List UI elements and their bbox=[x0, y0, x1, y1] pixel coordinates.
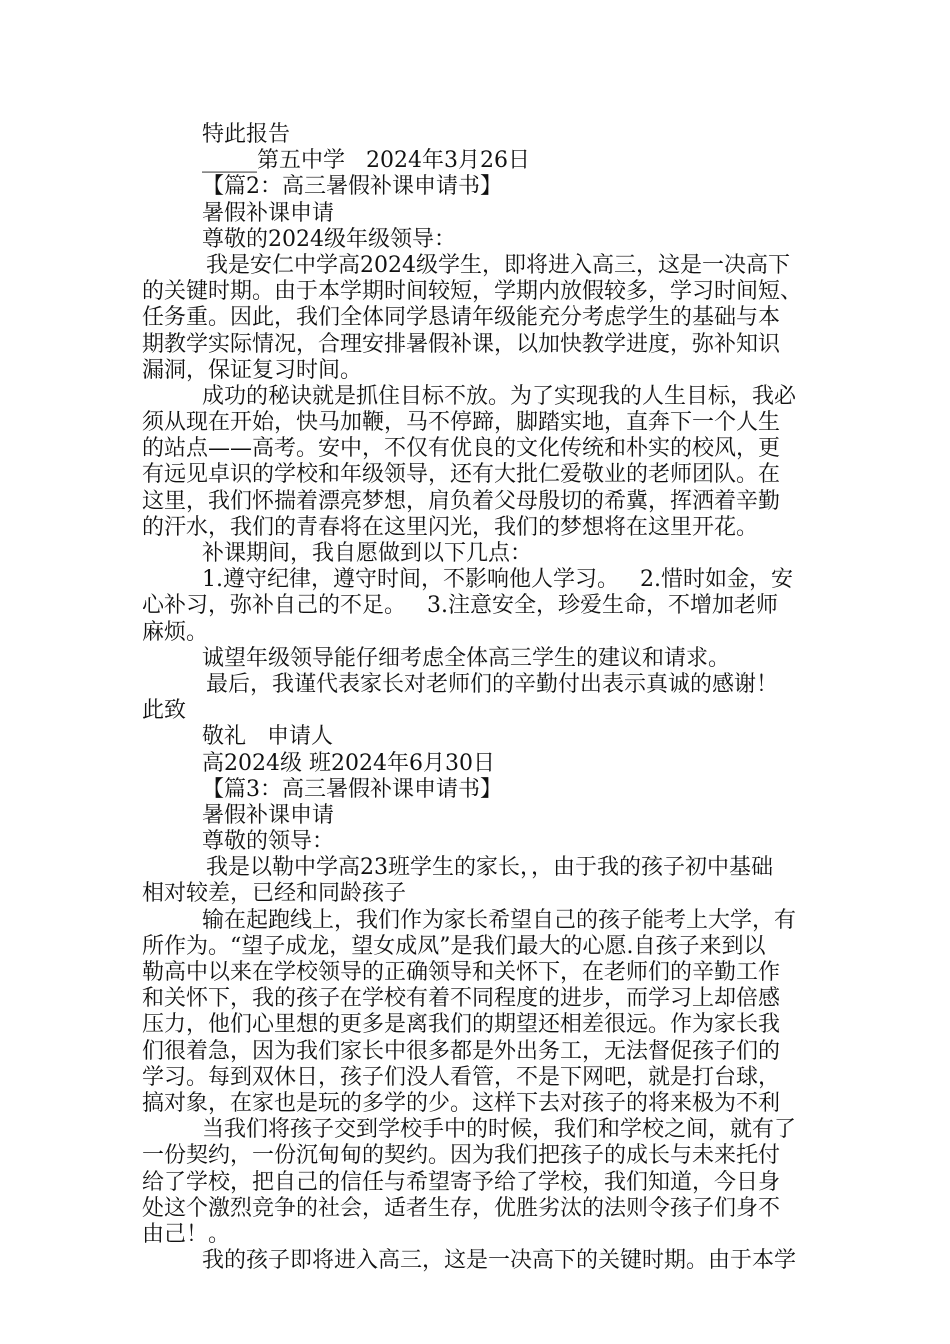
signature-line: 敬礼 申请人 bbox=[202, 724, 333, 750]
paragraph-line: 输在起跑线上，我们作为家长希望自己的孩子能考上大学，有 bbox=[202, 907, 797, 933]
paragraph-line: 所作为。“望子成龙，望女成凤”是我们最大的心愿.自孩子来到以 bbox=[142, 933, 766, 959]
paragraph-line: 这里，我们怀揣着漂亮梦想，肩负着父母殷切的希冀，挥洒着辛勤 bbox=[142, 488, 781, 514]
paragraph-line: 我是以勒中学高23班学生的家长，，由于我的孩子初中基础 bbox=[206, 855, 773, 881]
paragraph-line: 我是安仁中学高2024级学生，即将进入高三，这是一决高下 bbox=[206, 252, 790, 278]
closing-line: 此致 bbox=[142, 698, 187, 724]
paragraph-line: 当我们将孩子交到学校手中的时候，我们和学校之间，就有了 bbox=[202, 1117, 797, 1143]
paragraph-line: 1.遵守纪律，遵守时间，不影响他人学习。 2.惜时如金，安 bbox=[202, 567, 793, 593]
paragraph-line: 的关键时期。由于本学期时间较短，学期内放假较多，学习时间短、 bbox=[142, 279, 803, 305]
section-heading: 【篇3：高三暑假补课申请书】 bbox=[202, 776, 502, 802]
paragraph-line: 处这个激烈竞争的社会，适者生存，优胜劣汰的法则令孩子们身不 bbox=[142, 1195, 781, 1221]
paragraph-line: 最后，我谨代表家长对老师们的辛勤付出表示真诚的感谢！ bbox=[206, 671, 779, 697]
paragraph-line: 由己！。 bbox=[142, 1221, 231, 1247]
paragraph-line: 漏洞，保证复习时间。 bbox=[142, 357, 363, 383]
paragraph-line: 期教学实际情况，合理安排暑假补课，以加快教学进度，弥补知识 bbox=[142, 331, 781, 357]
paragraph-line: 压力，他们心里想的更多是离我们的期望还相差很远。作为家长我 bbox=[142, 1012, 781, 1038]
letter-title: 暑假补课申请 bbox=[202, 802, 335, 828]
paragraph-line: 和关怀下，我的孩子在学校有着不同程度的进步，而学习上却倍感 bbox=[142, 986, 781, 1012]
paragraph-line: 勒高中以来在学校领导的正确领导和关怀下，在老师们的辛勤工作 bbox=[142, 960, 781, 985]
paragraph-line: 任务重。因此，我们全体同学恳请年级能充分考虑学生的基础与本 bbox=[142, 305, 781, 331]
paragraph-line: 搞对象，在家也是玩的多学的少。这样下去对孩子的将来极为不利 bbox=[142, 1090, 781, 1116]
paragraph-line: 的站点——高考。安中，不仅有优良的文化传统和朴实的校风，更 bbox=[142, 436, 781, 462]
paragraph-line: 的汗水，我们的青春将在这里闪光，我们的梦想将在这里开花。 bbox=[142, 514, 759, 540]
paragraph-line: 补课期间，我自愿做到以下几点： bbox=[202, 541, 533, 566]
paragraph-line: 麻烦。 bbox=[142, 619, 209, 645]
section-heading: 【篇2：高三暑假补课申请书】 bbox=[202, 174, 502, 200]
salutation: 尊敬的领导： bbox=[202, 829, 335, 855]
paragraph-line: 给了学校，把自己的信任与希望寄予给了学校，我们知道，今日身 bbox=[142, 1169, 781, 1195]
signature-date-line: 高2024级 班2024年6月30日 bbox=[202, 750, 495, 776]
paragraph-line: 们很着急，因为我们家长中很多都是外出务工，无法督促孩子们的 bbox=[142, 1038, 781, 1064]
signature-date-line: _____第五中学 2024年3月26日 bbox=[202, 148, 530, 174]
paragraph-line: 有远见卓识的学校和年级领导，还有大批仁爱敬业的老师团队。在 bbox=[142, 462, 781, 488]
document-body bbox=[142, 122, 812, 1274]
salutation: 尊敬的2024级年级领导： bbox=[202, 226, 456, 252]
paragraph-line: 成功的秘诀就是抓住目标不放。为了实现我的人生目标，我必 bbox=[202, 383, 797, 409]
paragraph-line: 一份契约，一份沉甸甸的契约。因为我们把孩子的成长与未来托付 bbox=[142, 1143, 781, 1169]
paragraph-line: 学习。每到双休日，孩子们没人看管，不是下网吧，就是打台球， bbox=[142, 1064, 781, 1090]
paragraph-line: 相对较差，已经和同龄孩子 bbox=[142, 881, 407, 907]
letter-title: 暑假补课申请 bbox=[202, 200, 335, 226]
paragraph-line: 我的孩子即将进入高三，这是一决高下的关键时期。由于本学 bbox=[202, 1248, 797, 1274]
paragraph-line: 诚望年级领导能仔细考虑全体高三学生的建议和请求。 bbox=[202, 645, 731, 671]
closing-line: 特此报告 bbox=[202, 122, 291, 147]
paragraph-line: 须从现在开始，快马加鞭，马不停蹄，脚踏实地，直奔下一个人生 bbox=[142, 410, 781, 436]
paragraph-line: 心补习，弥补自己的不足。 3.注意安全，珍爱生命，不增加老师 bbox=[142, 593, 778, 619]
